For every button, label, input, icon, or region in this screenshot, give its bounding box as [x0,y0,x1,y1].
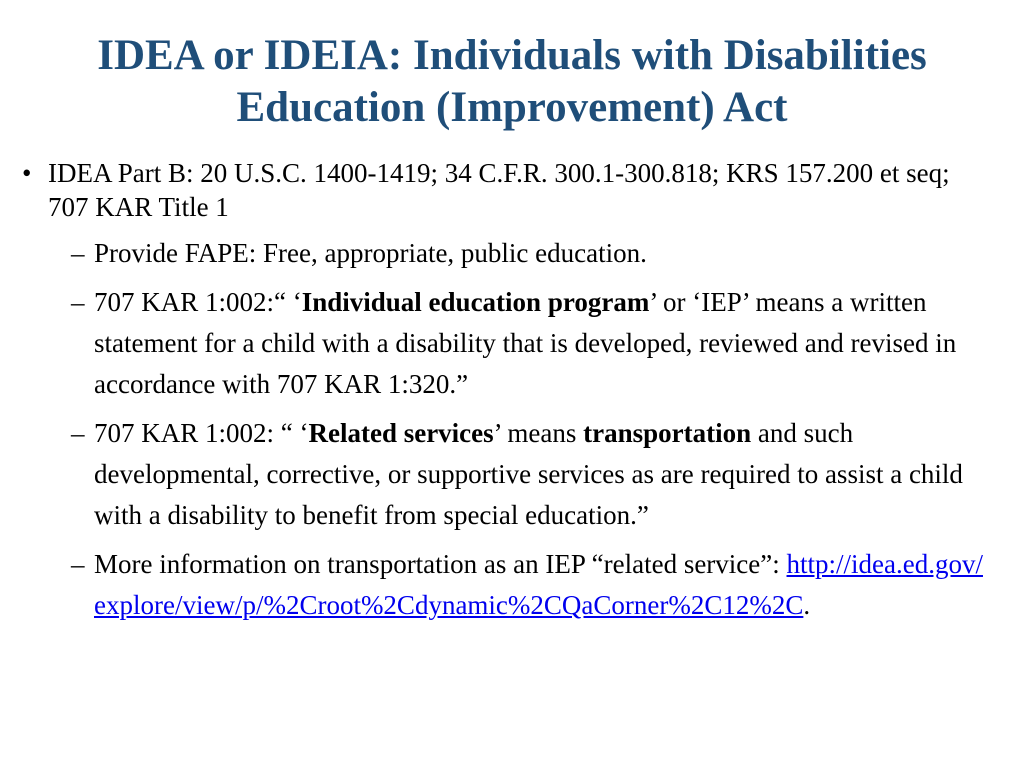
sub-item-pre: More information on transportation as an IEP “related service”: [94,549,787,579]
main-bullet-text: IDEA Part B: 20 U.S.C. 1400-1419; 34 C.F.R. 300.1-300.818; KRS 157.200 et seq; 707 KAR Title 1 [48,158,950,222]
sub-item-post: and such developmental, corrective, or supportive services as are required to assist a child with a disability to benefit from special education.” [94,418,963,530]
sub-item-post: ’ or ‘IEP’ means a written statement for a child with a disability that is developed, reviewed and revised in accordance with 707 KAR 1:320.” [94,287,957,399]
dash-icon: – [71,287,85,317]
sub-item-pre: 707 KAR 1:002: “ ‘ [94,418,309,448]
dash-icon: – [71,238,85,268]
sub-item-mid: ’ means [493,418,584,448]
sub-item-iep-definition [22,282,992,405]
sub-item-related-services [22,413,992,536]
dash-icon: – [71,418,85,448]
bullet-icon: • [22,158,32,188]
sub-item-fape [22,233,992,274]
sub-item-text: Provide FAPE: Free, appropriate, public education. [94,238,647,268]
dash-icon: – [71,549,85,579]
sub-item-more-info [22,544,992,626]
bold-term-transportation: transportation [583,418,752,448]
main-bullet [22,156,992,224]
sub-bullet-list [22,233,992,626]
idea-info-link[interactable]: http://idea.ed.gov/explore/view/p/%2Croot%2Cdynamic%2CQaCorner%2C12%2C [94,549,983,620]
sub-item-post: . [803,590,811,620]
slide-title [0,30,1024,134]
slide-body [22,156,992,626]
title-line-1: IDEA or IDEIA: Individuals with Disabilities [97,32,927,79]
title-line-2: Education (Improvement) Act [236,84,788,131]
bold-term-related-services: Related services [308,418,494,448]
sub-item-pre: 707 KAR 1:002:“ ‘ [94,287,302,317]
bold-term-iep: Individual education program [301,287,650,317]
